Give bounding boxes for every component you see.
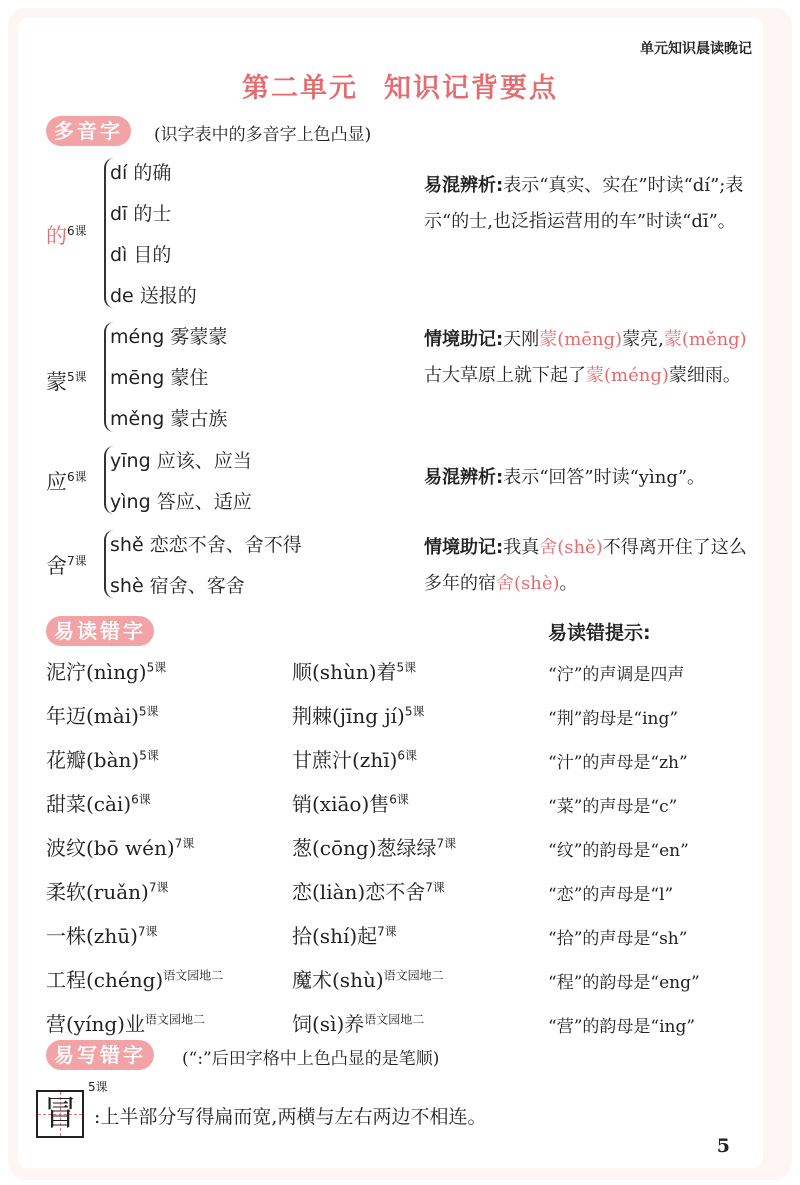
misread-word: 荆棘(jīng jí)$^{5课}$ — [292, 704, 425, 728]
misread-tip: “菜”的声母是“c” — [548, 797, 678, 817]
misread-tip: “荆”韵母是“ing” — [548, 709, 679, 729]
misread-word: 营(yíng)业$^{语文园地二}$ — [46, 1012, 205, 1036]
title-unit: 第二单元 — [242, 73, 358, 104]
page-title — [0, 66, 800, 105]
polyphone-char: 舍$^{7课}$ — [46, 554, 87, 578]
polyphone-option: měng 蒙古族 — [110, 408, 228, 430]
polyphone-option: shè 宿舍、客舍 — [110, 575, 245, 597]
misread-word: 甘蔗汁(zhī)$^{6课}$ — [292, 748, 418, 772]
misread-word: 花瓣(bàn)$^{5课}$ — [46, 748, 159, 772]
polyphone-char: 的$^{6课}$ — [46, 224, 87, 248]
lesson-ref: 6课 — [67, 470, 87, 484]
polyphone-option: yìng 答应、适应 — [110, 491, 252, 513]
title-topic: 知识记背要点 — [384, 73, 558, 104]
lesson-ref: 5课 — [67, 370, 87, 384]
polyphone-option: shě 恋恋不舍、舍不得 — [110, 534, 302, 556]
misread-tip: “拾”的声母是“sh” — [548, 929, 688, 949]
misread-tip: “纹”的韵母是“en” — [548, 841, 689, 861]
section-badge-miswritten: 易写错字 — [46, 1040, 154, 1070]
misread-tip: “恋”的声母是“l” — [548, 885, 674, 905]
misread-word: 甜菜(cài)$^{6课}$ — [46, 792, 151, 816]
polyphone-tip: 情境助记:我真舍(shě)不得离开住了这么多年的宿舍(shè)。 — [424, 537, 747, 594]
page-number: 5 — [716, 1135, 730, 1157]
polyphone-tip: 情境助记:天刚蒙(mēng)蒙亮,蒙(měng)古大草原上就下起了蒙(méng)蒙细雨。 — [424, 329, 747, 386]
misread-word: 一株(zhū)$^{7课}$ — [46, 924, 158, 948]
writing-tip: :上半部分写得扁而宽,两横与左右两边不相连。 — [94, 1106, 487, 1128]
section-note-polyphones: (识字表中的多音字上色凸显) — [154, 125, 372, 145]
misread-word: 饲(sì)养$^{语文园地二}$ — [292, 1012, 425, 1036]
section-note-miswritten: (“:”后田字格中上色凸显的是笔顺) — [182, 1049, 440, 1069]
misread-word: 年迈(mài)$^{5课}$ — [46, 704, 159, 728]
running-head: 单元知识晨读晚记 — [640, 41, 752, 57]
misread-tips-title: 易读错提示: — [548, 622, 651, 644]
polyphone-option: de 送报的 — [110, 285, 197, 307]
misread-word: 拾(shí)起$^{7课}$ — [292, 924, 397, 948]
misread-tip: “汁”的声母是“zh” — [548, 753, 688, 773]
polyphone-char: 应$^{6课}$ — [46, 470, 87, 494]
lesson-ref: 7课 — [67, 554, 87, 568]
lesson-ref: 6课 — [67, 224, 87, 238]
polyphone-option: yīng 应该、应当 — [110, 450, 252, 472]
section-badge-misread: 易读错字 — [46, 616, 154, 646]
polyphone-option: dī 的士 — [110, 203, 172, 225]
writing-char: 冒 — [43, 1094, 77, 1134]
misread-word: 恋(liàn)恋不舍$^{7课}$ — [292, 880, 445, 904]
misread-tip: “营”的韵母是“ing” — [548, 1017, 696, 1037]
misread-word: 葱(cōng)葱绿绿$^{7课}$ — [292, 836, 457, 860]
section-badge-polyphones: 多音字 — [46, 116, 131, 146]
misread-word: 波纹(bō wén)$^{7课}$ — [46, 836, 195, 860]
misread-word: 泥泞(nìng)$^{5课}$ — [46, 660, 167, 684]
misread-word: 柔软(ruǎn)$^{7课}$ — [46, 880, 169, 904]
polyphone-char: 蒙$^{5课}$ — [46, 370, 87, 394]
misread-tip: “泞”的声调是四声 — [548, 665, 685, 685]
misread-word: 魔术(shù)$^{语文园地二}$ — [292, 968, 444, 992]
misread-word: 顺(shùn)着$^{5课}$ — [292, 660, 417, 684]
misread-word: 销(xiāo)售$^{6课}$ — [292, 792, 409, 816]
polyphone-option: mēng 蒙住 — [110, 367, 209, 389]
misread-word: 工程(chéng)$^{语文园地二}$ — [46, 968, 224, 992]
polyphone-option: méng 雾蒙蒙 — [110, 326, 228, 348]
misread-tip: “程”的韵母是“eng” — [548, 973, 700, 993]
lesson-ref: 5课 — [88, 1080, 108, 1094]
polyphone-option: dì 目的 — [110, 244, 172, 266]
polyphone-option: dí 的确 — [110, 162, 172, 184]
polyphone-tip: 易混辨析:表示“真实、实在”时读“dí”;表示“的士,也泛指运营用的车”时读“dī”。 — [424, 175, 744, 232]
tianzige-grid — [36, 1090, 84, 1138]
polyphone-tip: 易混辨析:表示“回答”时读“yìng”。 — [424, 467, 706, 488]
